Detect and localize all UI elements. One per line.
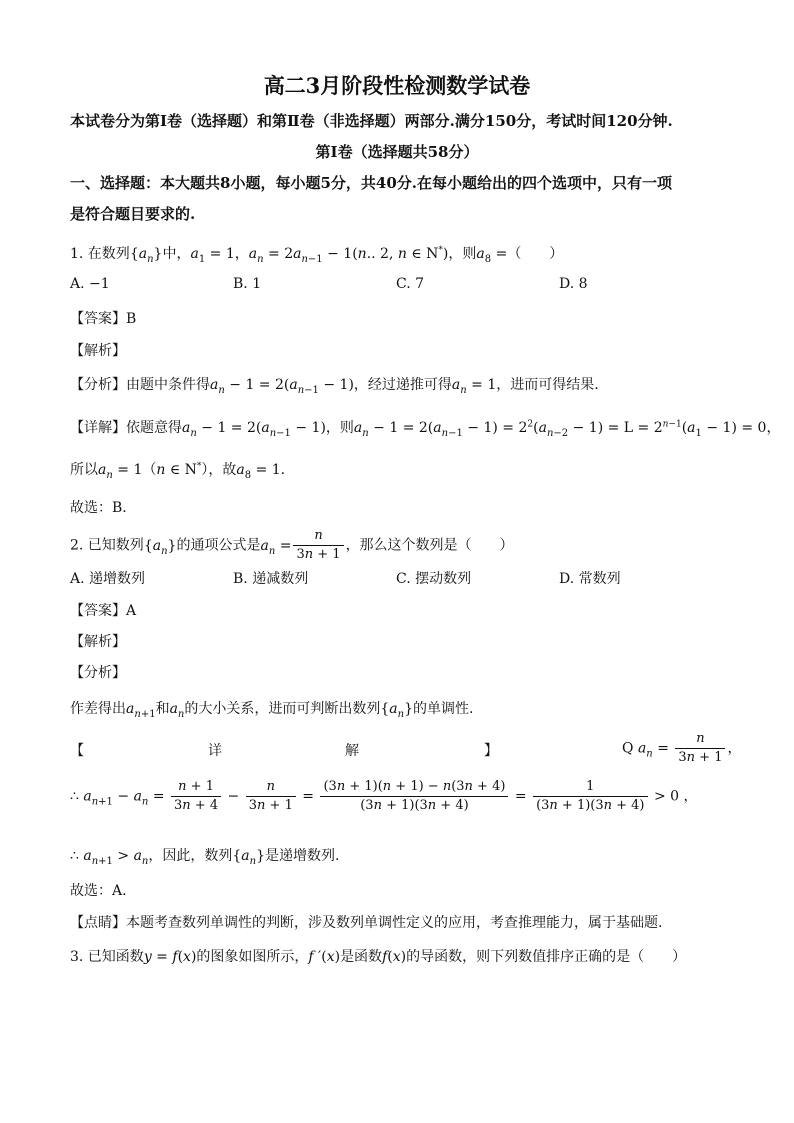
section-one-instruction: 一、选择题：本大题共8小题，每小题5分，共40分.在每小题给出的四个选项中，只有一项: [70, 174, 672, 192]
q2-conclusion: ∴ $a_{n+1} > a_n$，因此，数列$\{a_n\}$是递增数列.: [70, 848, 340, 867]
q2-fenxi: 作差得出$a_{n+1}$和$a_n$的大小关系，进而可判断出数列$\{a_n\}$的单调性.: [70, 701, 474, 720]
question-3-stem: 3. 已知函数y = f(x)的图象如图所示，f ′(x)是函数f(x)的导函数，则下列数值排序正确的是（ ）: [70, 949, 687, 965]
q2-analysis-label: 【解析】: [70, 634, 126, 650]
q2-detail-word-1: 详: [208, 743, 222, 759]
q2-fenxi-label: 【分析】: [70, 665, 126, 681]
question-2-stem: 2. 已知数列$\{a_n\}$的通项公式是$a_n$ = $\frac{n}{3n + 1}$ ，那么这个数列是（ ）: [70, 528, 514, 562]
q2-choose: 故选：A.: [70, 883, 127, 899]
q1-option-a[interactable]: A. −1: [70, 276, 110, 292]
section-one-instruction-cont: 是符合题目要求的.: [70, 205, 196, 223]
part-one-heading: 第Ⅰ卷（选择题共58分）: [315, 143, 479, 161]
q1-option-c[interactable]: C. 7: [396, 276, 425, 292]
q2-detail-close: 】: [484, 743, 498, 759]
exam-intro: 本试卷分为第Ⅰ卷（选择题）和第Ⅱ卷（非选择题）两部分.满分150分，考试时间120分钟.: [70, 112, 673, 130]
q1-fenxi: 【分析】由题中条件得$a_n - 1 = 2(a_{n-1} - 1)$，经过递推可得$a_n = 1$，进而可得结果.: [70, 377, 599, 396]
q2-comment: 【点睛】本题考查数列单调性的判断，涉及数列单调性定义的应用，考查推理能力，属于基础题.: [70, 915, 663, 931]
q2-because-formula: Q $a_n$ = $\frac{n}{3n + 1}$ ，: [622, 731, 742, 765]
q1-choose: 故选：B.: [70, 500, 127, 516]
q1-option-b[interactable]: B. 1: [233, 276, 262, 292]
q1-option-d[interactable]: D. 8: [559, 276, 588, 292]
q2-option-c[interactable]: C. 摆动数列: [396, 571, 472, 587]
q2-option-a[interactable]: A. 递增数列: [70, 571, 146, 587]
q2-detail-open: 【: [70, 743, 84, 759]
q1-so: 所以$a_n = 1(n$ ∈ N*），故$a_8 = 1$.: [70, 461, 286, 481]
q2-detail-word-2: 解: [345, 743, 359, 759]
q1-answer: 【答案】B: [70, 311, 137, 327]
q1-analysis-label: 【解析】: [70, 343, 126, 359]
q2-difference-formula: ∴ $a_{n+1} - a_n$ = $\frac{n + 1}{3n + 4}$ − $\frac{n}{3n + 1}$ = $\frac{(3n + 1)(n + 1) - n(3n + 4)}{(3n + 1)(3n + 4)}$ = $\frac{1}{(3n + 1)(3n + 4)}$ > 0 ，: [70, 779, 698, 813]
q1-detail: 【详解】依题意得$a_n - 1 = 2(a_{n-1} - 1)$，则$a_n - 1 = 2(a_{n-1} - 1) = 2^2(a_{n-2} - 1) = L = 2^{n-1}(a_1 - 1) = 0$，: [70, 419, 781, 439]
q2-answer: 【答案】A: [70, 603, 137, 619]
page-title: 高二3月阶段性检测数学试卷: [263, 73, 531, 98]
q2-option-d[interactable]: D. 常数列: [559, 571, 621, 587]
question-1-stem: 1. 在数列$\{a_n\}$中，$a_1 = 1$，$a_n = 2a_{n-1} - 1(n$.. 2, n ∈ N*)，则$a_8$ =（ ）: [70, 245, 564, 265]
q2-option-b[interactable]: B. 递减数列: [233, 571, 309, 587]
